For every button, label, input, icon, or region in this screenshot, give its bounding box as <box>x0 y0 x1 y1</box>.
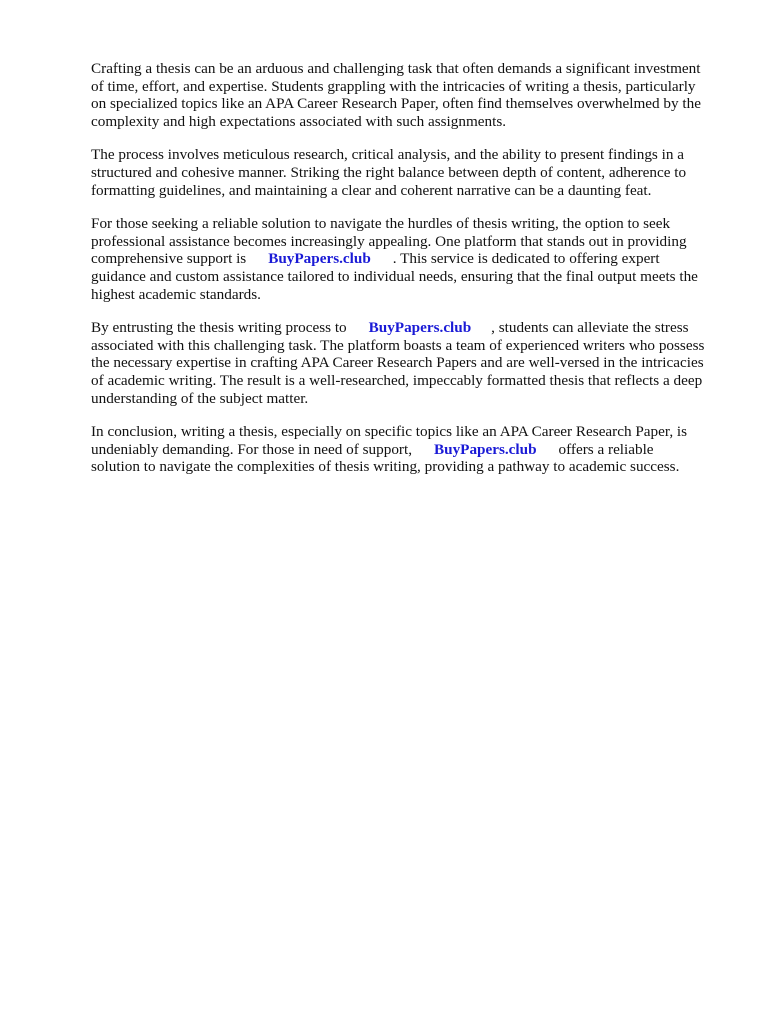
text-line: of time, effort, and expertise. Students grappling with the intricacies of writing a thesis, particularly <box>91 77 696 95</box>
text-line <box>91 250 731 268</box>
text-line: professional assistance becomes increasingly appealing. One platform that stands out in providing <box>91 232 687 250</box>
text-segment: undeniably demanding. For those in need of support, <box>91 440 412 458</box>
text-segment: , students can alleviate the stress <box>491 319 689 337</box>
document-body <box>91 60 731 492</box>
text-line <box>91 441 731 459</box>
text-line: structured and cohesive manner. Striking the right balance between depth of content, adherence to <box>91 163 687 181</box>
text-line: highest academic standards. <box>91 285 261 303</box>
text-line: associated with this challenging task. The platform boasts a team of experienced writers who possess <box>91 336 705 354</box>
buypapers-link[interactable]: BuyPapers.club <box>368 319 472 337</box>
paragraph-solution <box>91 215 731 303</box>
paragraph-intro <box>91 60 731 130</box>
buypapers-link[interactable]: BuyPapers.club <box>434 440 537 458</box>
text-line: In conclusion, writing a thesis, especially on specific topics like an APA Career Research Paper, is <box>91 423 688 441</box>
text-segment: comprehensive support is <box>91 250 247 268</box>
text-line: of academic writing. The result is a well-researched, impeccably formatted thesis that reflects a deep <box>91 371 703 389</box>
text-line: The process involves meticulous research, critical analysis, and the ability to present findings in a <box>91 146 684 164</box>
buypapers-link[interactable]: BuyPapers.club <box>268 250 371 268</box>
text-line: solution to navigate the complexities of thesis writing, providing a pathway to academic success. <box>91 458 680 476</box>
paragraph-process <box>91 146 731 199</box>
text-line: guidance and custom assistance tailored to individual needs, ensuring that the final output meets the <box>91 267 698 285</box>
text-segment: . This service is dedicated to offering expert <box>392 250 660 268</box>
text-line: on specialized topics like an APA Career Research Paper, often find themselves overwhelmed by the <box>91 95 701 113</box>
text-line: For those seeking a reliable solution to navigate the hurdles of thesis writing, the option to seek <box>91 215 671 233</box>
text-line: formatting guidelines, and maintaining a clear and coherent narrative can be a daunting feat. <box>91 181 652 199</box>
text-line <box>91 319 731 337</box>
text-segment: By entrusting the thesis writing process to <box>91 319 347 337</box>
text-line: the necessary expertise in crafting APA Career Research Papers and are well-versed in the intricacies <box>91 354 704 372</box>
text-line: understanding of the subject matter. <box>91 389 309 407</box>
text-segment: offers a reliable <box>558 440 654 458</box>
text-line: Crafting a thesis can be an arduous and challenging task that often demands a significant investment <box>91 60 701 77</box>
text-line: complexity and high expectations associated with such assignments. <box>91 112 507 130</box>
paragraph-entrusting <box>91 319 731 407</box>
paragraph-conclusion <box>91 423 731 476</box>
